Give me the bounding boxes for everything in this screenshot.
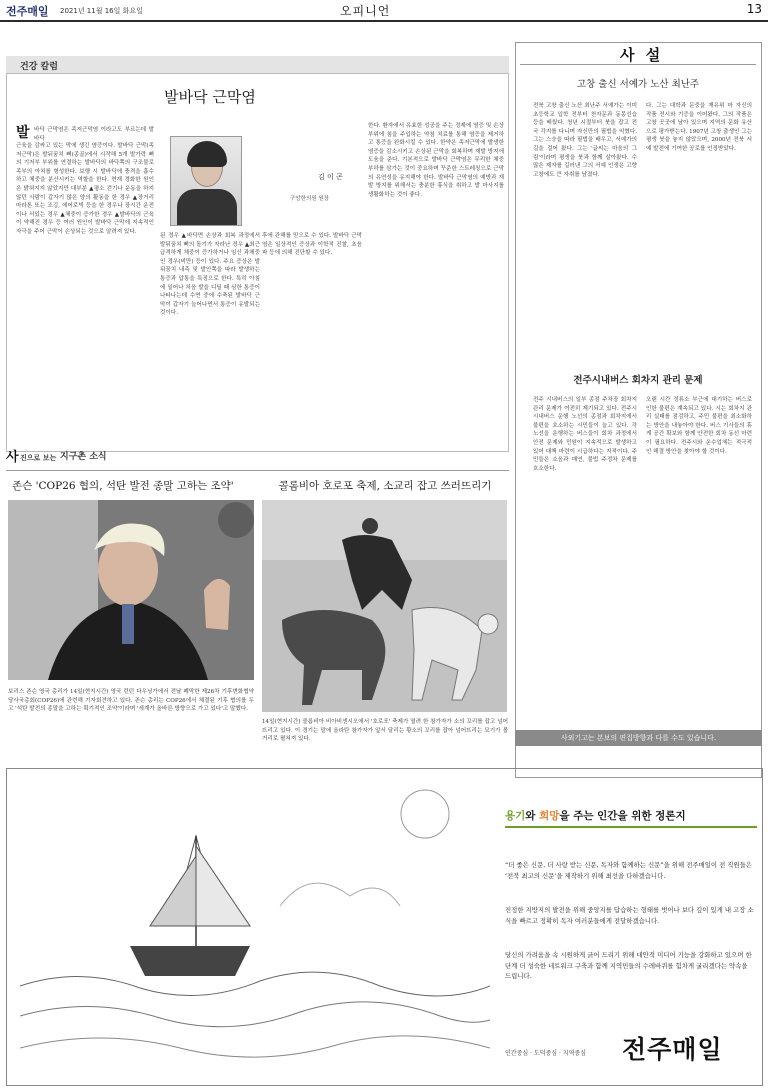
editorial-disclaimer: 사외기고는 본보의 편집방향과 다를 수도 있습니다. [515, 730, 762, 746]
photo-section-rule [6, 470, 509, 471]
column-author-title: 구암한의원 원장 [290, 196, 329, 202]
ad-paragraph-3: 당신의 가려움을 속 시원하게 긁어 드리기 위해 대안적 미디어 기능을 강화하고 있으며 한 단계 더 성숙한 네트워크 구축과 함께 지역민들의 수레바퀴를 힘차게 굴리겠다는 약속을 드립니다. [505, 951, 752, 980]
section-title: 오피니언 [340, 4, 391, 18]
editorial2-col2: 오랜 시간 정류소 부근에 대기하는 버스로 인한 불편은 계속되고 있다. 시는 회차지 관리 실태를 점검하고, 주민 불편을 최소화하는 방안을 내놓아야 한다. 버스 기사들의 휴게 공간 확보와 함께 안전한 회차 동선 마련이 필요하다. 전주시와 운수업체는 적극적인 해결 방안을 찾아야 할 것이다. [646, 397, 752, 455]
author-photo [170, 136, 242, 226]
ad-tagline: 인간중심 · 도덕중심 · 지역중심 [505, 1050, 586, 1057]
column-author: 김 이 곤 [318, 173, 343, 181]
ad-rule [505, 826, 757, 828]
column-dropcap: 발 [16, 125, 30, 141]
column-text-lead: 바닥 근막염은 족저근막염 이라고도 부르는데 발바닥 [34, 127, 154, 142]
issue-date: 2021년 11월 16일 화요일 [60, 7, 143, 15]
column-text-col3: 후에 관해를 믿으로 수 있다. 발바닥 근막염은 일상적인 증상과 이학적 진찰, 초음파 등에 의해 진단할 수 있다. [262, 233, 362, 257]
photo-colombia-festival [262, 500, 507, 712]
photo2-title: 콜롬비아 호로포 축제, 소교리 잡고 쓰러뜨리기 [278, 480, 492, 492]
ad-slogan-word2: 희망 [539, 810, 560, 822]
column-text-col1: 근육을 감싸고 있는 막에 생긴 염증이다. 발바닥 근막(족저근막)은 발뒤꿈치 뼈(종골)에서 시작해 5개 발가락 뼈의 기저부 부위를 연결하는 발바닥의 바닥쪽의 구조물로 족부의 아치를 형성한다. 보행 시 발바닥에 충격을 흡수하고 체중을 분산시키는 역할을 한다. 현재 경화한 원인은 밝혀지지 않았지만 대부분 ▲평소 걷기나 운동을 하지 않던 사람이 갑자기 많은 양의 활동을 한 경우 ▲장거리 마라톤 또는 조깅, 에어로빅 등을 한 경우나 장시간 운전이나 서있는 경우 ▲체중이 증가한 경우 ▲발바닥의 근육이 약해진 경우 등 여러 원인이 발바닥 근막에 지속적인 자극을 주어 근막이 손상되는 것으로 알려져 있다. [16, 143, 154, 235]
page-number: 13 [746, 2, 762, 16]
column-tag: 건강 칼럼 [20, 62, 58, 72]
editorial-rule [520, 64, 756, 65]
photo1-title: 존슨 'COP26 협의, 석탄 발전 종말 고하는 조약' [12, 480, 234, 492]
ad-paragraph-2: 진정한 지방지의 발전을 위해 중앙지를 답습하는 형태를 벗어나 보다 깊이 있게 내 고장 소식을 빠르고 정확히 독자 여러분들에게 전달하겠습니다. [505, 906, 754, 925]
ad-illustration [20, 776, 490, 1082]
column-text-col2: 된 경우 ▲바닥면 손상과 회복 과정에서 발뒤꿈치 뼈의 돌기가 자라난 경우 ▲최근 급격하게 체중이 증가하거나 임신 과체중인 경우(비만) 등이 있다. 주요 증상은 발뒤꿈치 내측 및 발안쪽을 따라 발생하는 통증과 압통을 특징으로 한다. 특히 아침에 일어나 처음 발을 디딜 때 심한 통증이 나타나는데 수면 중에 수축된 발바닥 근막이 갑자기 늘어나면서 통증이 유발되는 것이다. [160, 233, 260, 317]
ad-slogan-word1: 용기 [505, 810, 526, 822]
editorial2-col1: 전주 시내버스의 일부 종점 주차장 회차지 관리 문제가 여전히 제기되고 있다. 전주시 시내버스 운행 노선의 종점과 회차지에서 불편을 호소하는 시민들이 늘고 있다. 각 노선을 운행하는 버스들이 회차 과정에서 안전 문제와 민원이 지속적으로 발생하고 있어 대책 마련이 시급하다는 지적이다. 주민들은 소음과 매연, 불법 주정차 문제를 호소한다. [533, 397, 637, 472]
photo-section-head-rest: 지구촌 소식 [60, 452, 107, 462]
ad-newspaper-logo: 전주매일 [622, 1035, 723, 1064]
column-tag-bar [6, 56, 509, 74]
newspaper-logo: 전주매일 [6, 5, 49, 18]
ad-slogan [505, 808, 686, 823]
photo-boris-johnson [8, 500, 254, 680]
photo-section-head-small: 진으로 보는 [20, 454, 57, 462]
editorial-label: 사 설 [620, 46, 664, 64]
photo1-caption: 보리스 존슨 영국 총리가 14일(현지시간) 영국 런던 다우닝가에서 전날 폐막한 제26차 기후변화협약 당사국총회(COP26)에 관련해 기자회견하고 있다. 존슨 총리는 COP26에서 체결된 기후 협의를 두고 '석탄 발전의 종말을 고하는 획기적인 조약'이라며 '세계가 올바른 방향으로 가고 있다'고 말했다. [8, 689, 254, 713]
editorial1-title: 고창 출신 서예가 노산 최난주 [576, 79, 700, 90]
editorial1-col2: 다. 그는 대학과 문중을 재유위 마 자신의 작품 전시와 기증을 이어왔다. 그의 작품은 고창 곳곳에 남아 있으며 지역의 문화 유산으로 평가받는다. 1907년 고창 출생인 그는 평생 붓을 놓지 않았으며, 2000년 전북 서예 발전에 기여한 공로를 인정받았다. [646, 103, 752, 152]
ad-slogan-connector: 와 [525, 810, 540, 822]
editorial1-col1: 전북 고창 출신 노산 최난주 서예가는 이미 초등학교 입학 전부터 천자문과 동몽선습 등을 배웠다. 청년 시절부터 붓을 잡고 전국 각지를 다니며 자신만의 필법을 익혔다. 그는 스승을 따라 필법을 배우고, 서예가의 길을 걸어 왔다. 그는 '글씨는 마음의 그림'이라며 평생을 붓과 함께 살아왔다. 수많은 제자를 길러낸 그의 서예 인생은 고향 고창에도 큰 자취를 남겼다. [533, 103, 637, 178]
ad-paragraph-1: “더 좋은 신문, 더 사랑 받는 신문, 독자와 함께하는 신문”을 위해 전주매일이 전 직원들은 ‘전북 최고의 신문’을 제작하기 위해 최선을 다하겠습니다. [505, 861, 752, 880]
column-text-col4: 한다. 환자에서 유효한 성공을 주는 정제에 염증 및 손상 부위에 침을 주입하는 약침 치료를 통해 염증을 제거하고 통증을 완화시킬 수 있다. 한약은 족저근막에 발생한 염증을 감소시키고 손상된 근막을 회복하며 재발 방지에 도움을 준다. 기본적으로 발바닥 근막염은 무리한 체중부하를 삼가는 것이 중요하며 꾸준한 스트레칭으로 근막의 유연성을 유지해야 한다. 발바닥 근막염의 예방과 재발 방지를 위해서는 충분한 휴식을 취하고 발 마사지를 생활화하는 것이 좋다. [368, 123, 504, 198]
photo2-caption: 14일(현지시간) 콜롬비아 비아비센시오에서 '호로포' 축제가 열려 한 참가자가 소의 꼬리를 잡고 넘어뜨리고 있다. 이 경기는 말에 올라탄 참가자가 앞서 달리는 황소의 꼬리를 잡아 넘어뜨리는 묘기가 볼거리로 펼쳐져 있다. [262, 719, 508, 743]
column-title: 발바닥 근막염 [164, 88, 256, 106]
editorial2-title: 전주시내버스 회차지 관리 문제 [573, 375, 703, 386]
photo-section-head-big: 사 [6, 450, 19, 465]
ad-slogan-rest: 을 주는 인간을 위한 정론지 [559, 810, 686, 822]
